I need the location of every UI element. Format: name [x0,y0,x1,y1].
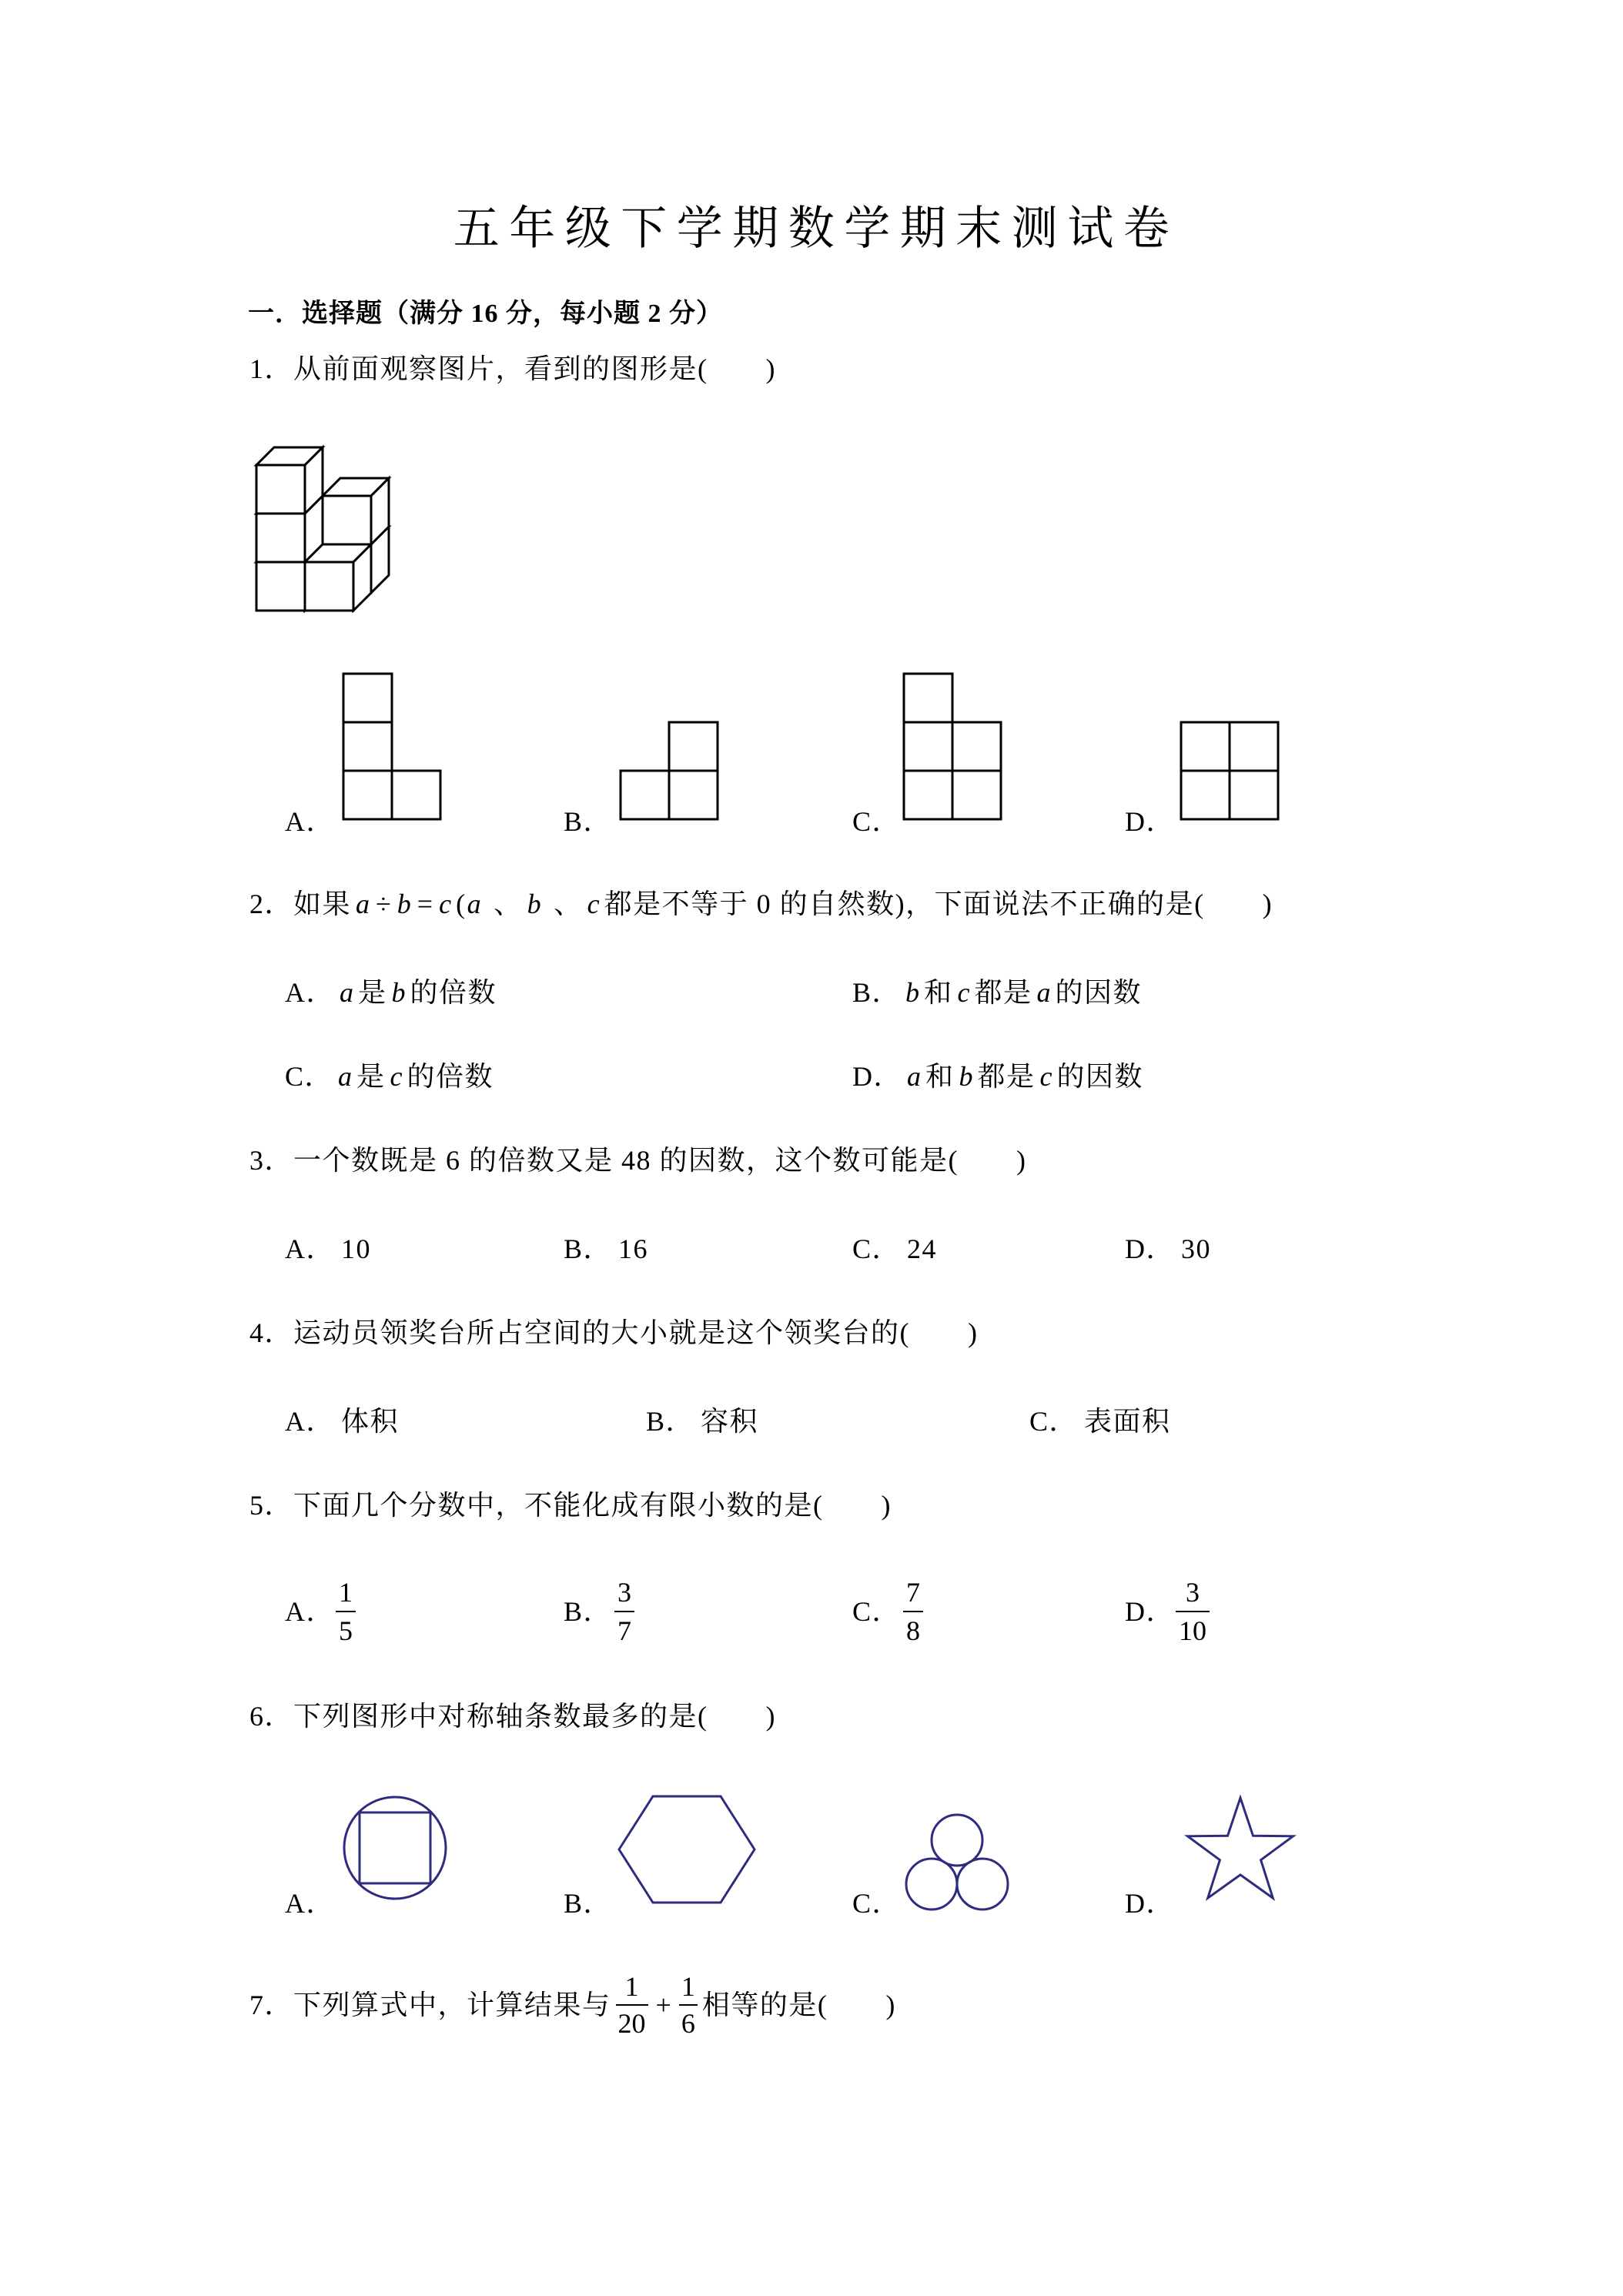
q3-option-b [564,1232,648,1266]
stem-text: 相等的是( ) [701,1990,896,2020]
grid-cell [904,674,952,722]
variable-a: a [338,1061,353,1092]
section-heading: 一．选择题（满分 16 分，每小题 2 分） [248,300,723,328]
question-6-stem: 6．下列图形中对称轴条数最多的是( ) [249,1701,776,1732]
option-text: 的因数 [1056,1061,1144,1092]
variable-b: b [527,889,541,919]
variable-c: c [390,1061,403,1092]
denominator: 6 [681,2008,695,2039]
two-by-two-squares-icon [1181,722,1278,819]
q1-option-d-label: D． [1125,806,1175,837]
option-text: 是 [358,977,387,1008]
fraction [616,1969,648,2041]
option-text: 和 [925,1061,955,1092]
square-shape [360,1812,430,1883]
option-label: A． [285,1406,335,1437]
cube-face [323,527,389,544]
denominator: 5 [339,1615,353,1646]
cube [256,544,323,611]
cube-face [371,478,389,544]
cube [305,544,371,611]
page-title: 五年级下学期数学期末测试卷 [453,203,1180,254]
option-label: B． [852,977,902,1008]
numerator: 3 [614,1574,634,1612]
variable-c: c [439,889,452,919]
option-value: 体积 [341,1406,400,1437]
grid-cell [952,722,1001,771]
grid-cell [1181,722,1230,771]
q5-option-b-fraction [614,1574,634,1649]
grid-cell [1230,771,1278,819]
q5-option-d-fraction [1176,1574,1210,1649]
grid-cell [343,674,392,722]
variable-a: a [340,977,353,1008]
q3-option-a [285,1232,371,1266]
cube-face [256,562,305,611]
cube-stack-icon [256,447,389,611]
cube-face [305,544,371,562]
variable-a: a [1036,977,1051,1008]
q5-option-c-fraction [903,1574,923,1649]
option-text: 是 [356,1061,386,1092]
variable-a: a [467,889,481,919]
variable-a: a [907,1061,921,1092]
option-text: 和 [924,977,953,1008]
question-3-stem: 3．一个数既是 6 的倍数又是 48 的因数，这个数可能是( ) [249,1145,1027,1176]
three-two-column-squares-icon [904,674,1001,819]
grid-cell [621,771,669,819]
grid-cell [1230,722,1278,771]
enumeration-comma: 、 [545,889,583,919]
q2-option-d [852,1059,1143,1093]
q6-option-b-label: B． [564,1888,613,1919]
numerator: 1 [616,1969,648,2006]
q4-option-c [1029,1404,1171,1438]
circle-shape [957,1859,1008,1909]
option-label: C． [852,1233,902,1264]
option-label: D． [1125,1233,1175,1264]
cube-face [353,544,371,611]
option-label: B． [646,1406,695,1437]
circle-shape [344,1797,446,1899]
q2-option-b [852,976,1142,1009]
option-text: 都是 [977,1061,1036,1092]
q4-option-b [646,1404,758,1438]
option-value: 容积 [701,1406,759,1437]
plus-sign: + [655,1990,671,2020]
variable-c: c [587,889,600,919]
fraction [679,1969,698,2041]
divide-sign: ÷ [376,889,391,919]
q1-option-a-label: A． [285,806,335,837]
cube-face [305,562,353,611]
numerator: 7 [903,1574,923,1612]
star-icon [1188,1798,1293,1898]
variable-b: b [391,977,406,1008]
question-4-stem: 4．运动员领奖台所占空间的大小就是这个领奖台的( ) [249,1317,979,1348]
cube-face [256,514,305,562]
cube-face [323,478,389,496]
q1-option-b-label: B． [564,806,613,837]
two-step-squares-icon [621,722,718,819]
option-label: B． [564,1233,613,1264]
grid-cell [343,722,392,771]
variable-c: c [1039,1061,1052,1092]
q3-option-d [1125,1232,1211,1266]
q2-option-a [285,976,497,1009]
option-value: 10 [341,1233,371,1264]
numerator: 1 [336,1574,356,1612]
option-label: D． [852,1061,902,1092]
cube-face [256,544,323,562]
cube-face [323,496,371,544]
grid-cell [392,771,440,819]
q6-option-a-label: A． [285,1888,335,1919]
grid-cell [1181,771,1230,819]
equals-sign: = [417,889,433,919]
stem-text: 都是不等于 0 的自然数)，下面说法不正确的是( ) [604,889,1273,919]
q4-option-a [285,1404,399,1438]
q5-option-c-label: C． [852,1596,902,1627]
question-5-stem: 5．下面几个分数中，不能化成有限小数的是( ) [249,1490,892,1521]
cube-face [305,496,323,562]
option-text: 都是 [974,977,1032,1008]
variable-b: b [959,1061,973,1092]
cube-face [256,447,323,465]
numerator: 1 [679,1969,698,2006]
cube [323,478,389,544]
option-label: A． [285,1233,335,1264]
option-value: 24 [907,1233,938,1264]
hexagon-icon [619,1796,755,1903]
cube [256,447,323,514]
circle-shape [906,1859,957,1909]
option-label: C． [285,1061,334,1092]
enumeration-comma: 、 [485,889,523,919]
cube [256,496,323,562]
option-value: 16 [618,1233,649,1264]
grid-cell [669,722,718,771]
option-value: 表面积 [1084,1406,1171,1437]
cube-face [305,447,323,514]
q1-option-c-label: C． [852,806,902,837]
variable-c: c [957,977,970,1008]
grid-cell [669,771,718,819]
option-label: C． [1029,1406,1079,1437]
option-value: 30 [1181,1233,1211,1264]
denominator: 20 [617,2008,646,2039]
circle-shape [932,1815,982,1866]
open-paren: ( [456,889,467,919]
variable-b: b [905,977,920,1008]
stem-text: 7．下列算式中，计算结果与 [249,1990,611,2020]
question-7-stem [249,1966,896,2043]
denominator: 7 [617,1615,631,1646]
denominator: 10 [1179,1615,1206,1646]
grid-cell [952,771,1001,819]
cube-face [371,527,389,593]
q5-option-d-label: D． [1125,1596,1175,1627]
grid-cell [904,771,952,819]
variable-a: a [356,889,370,919]
question-2-stem [249,887,1273,921]
grid-cell [343,771,392,819]
q6-option-c-label: C． [852,1888,902,1919]
cube-face [305,544,323,611]
option-label: A． [285,977,335,1008]
cube-face [256,465,305,514]
q2-option-c [285,1059,494,1093]
grid-cell [904,722,952,771]
cube [323,527,389,593]
variable-b: b [397,889,411,919]
stem-text: 2．如果 [249,889,352,919]
denominator: 8 [906,1615,920,1646]
option-text: 的因数 [1055,977,1143,1008]
cube-face [323,544,371,593]
q5-option-a-fraction [336,1574,356,1649]
q3-option-c [852,1232,937,1266]
circle-inscribed-square-icon [344,1797,446,1899]
numerator: 3 [1176,1574,1210,1612]
l-shape-squares-icon [343,674,440,819]
q5-option-b-label: B． [564,1596,613,1627]
three-circles-icon [906,1815,1008,1909]
question-1-stem: 1．从前面观察图片，看到的图形是( ) [249,353,776,384]
option-text: 的倍数 [407,1061,494,1092]
q5-option-a-label: A． [285,1596,335,1627]
option-text: 的倍数 [410,977,497,1008]
q6-option-d-label: D． [1125,1888,1175,1919]
cube-face [256,496,323,514]
